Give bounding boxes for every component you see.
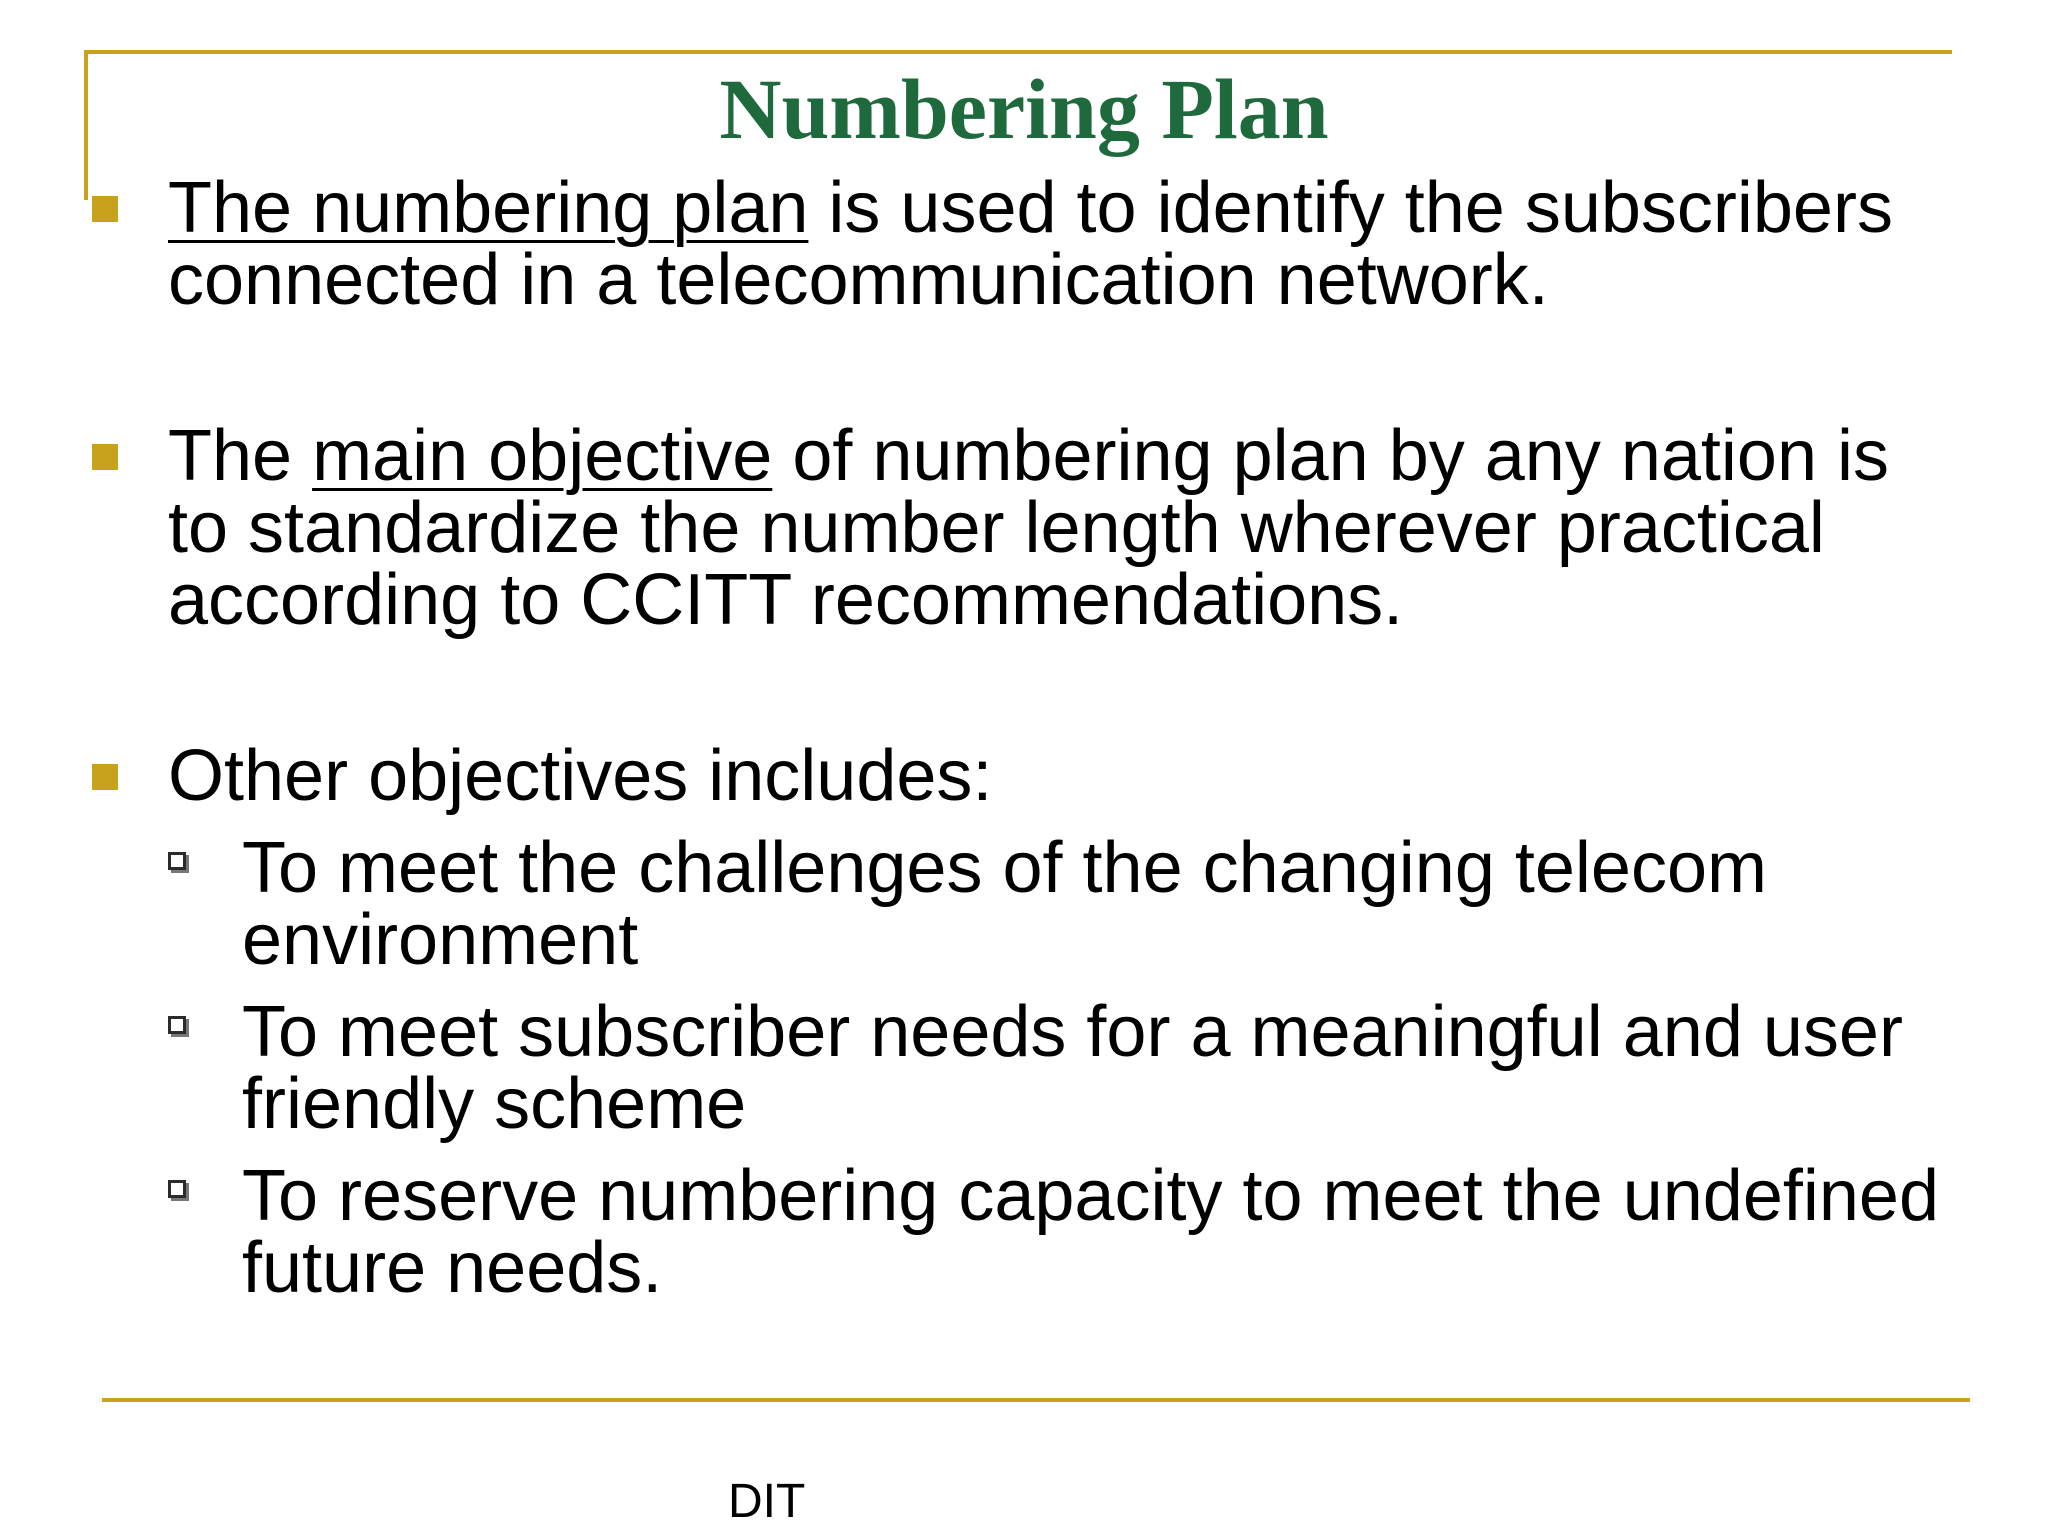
bullet-item <box>92 736 1952 1308</box>
square-bullet-icon <box>92 444 118 470</box>
slide-title: Numbering Plan <box>719 61 1329 157</box>
bottom-rule <box>102 1398 1970 1402</box>
hollow-square-bullet-icon <box>168 852 186 870</box>
underlined-term: main objective <box>312 416 773 496</box>
bullet-list <box>92 168 1952 1308</box>
underlined-term: The numbering plan <box>168 168 809 248</box>
bullet-item <box>92 168 1952 320</box>
square-bullet-icon <box>92 764 118 790</box>
footer-text: DIT <box>728 1475 806 1528</box>
bullet-text: The <box>168 416 313 496</box>
sub-bullet-text: To meet subscriber needs for a meaningful and user friendly scheme <box>242 992 1903 1144</box>
sub-bullet-list <box>168 828 1952 1308</box>
hollow-square-bullet-icon <box>168 1016 186 1034</box>
bullet-text: Other objectives includes: <box>168 736 993 816</box>
sub-bullet-text: To reserve numbering capacity to meet the undefined future needs. <box>242 1156 1939 1308</box>
bullet-item <box>92 416 1952 640</box>
sub-bullet-item <box>168 992 1952 1144</box>
sub-bullet-item <box>168 1156 1952 1308</box>
bullet-text: is used to identify the subscribers connected in a telecommunication network. <box>168 168 1893 320</box>
sub-bullet-text: To meet the challenges of the changing telecom environment <box>242 828 1767 980</box>
bullet-text: of numbering plan by any nation is to standardize the number length wherever practical according to CCITT recommendations. <box>168 416 1890 640</box>
top-rule <box>84 50 1952 54</box>
square-bullet-icon <box>92 196 118 222</box>
sub-bullet-item <box>168 828 1952 980</box>
hollow-square-bullet-icon <box>168 1180 186 1198</box>
